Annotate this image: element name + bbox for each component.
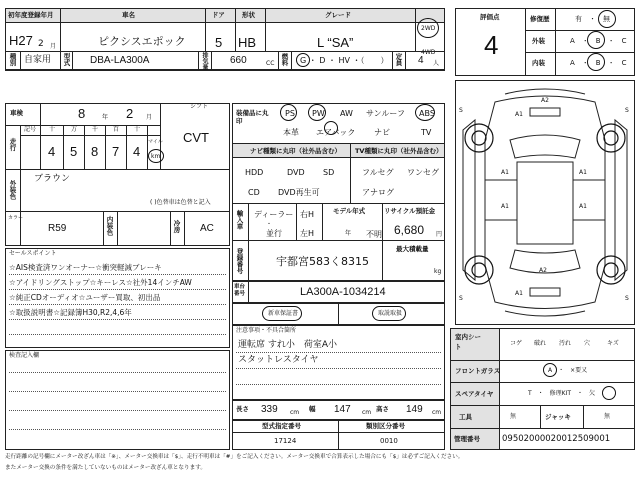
inspection-month-unit: 月 (146, 114, 153, 121)
grade-value: L “SA” (317, 35, 354, 50)
diagram-side-s3: S (459, 295, 463, 302)
history-circle (598, 10, 616, 28)
mileage-unit-mile: マイル (148, 139, 163, 145)
exterior-grade-options: A ・ B ・ C (570, 37, 627, 45)
sheet-option-0: コゲ (510, 340, 523, 347)
type-value: 自家用 (24, 55, 52, 65)
km-circle (148, 149, 164, 163)
history-options: 有 ・ 無 (575, 15, 610, 23)
type-designation-value: 17124 (274, 437, 297, 445)
score-value: 4 (484, 30, 499, 60)
grade-label: グレード (325, 11, 351, 19)
first-reg-month: 2 (38, 39, 44, 49)
capacity-unit: 人 (433, 60, 440, 67)
navi-dvd-play: DVD再生可 (278, 188, 320, 197)
mileage-digit-4: 7 (112, 144, 120, 159)
shift-value: CVT (183, 130, 209, 145)
doors-value: 5 (215, 35, 223, 50)
mileage-digit-2: 5 (70, 144, 78, 159)
displacement-value: 660 (230, 55, 247, 66)
exterior-note: ( )色替車は色替と記入 (150, 199, 211, 206)
equipment-tv: TV (421, 128, 432, 137)
inspector-box (5, 350, 230, 450)
type-designation-label: 型式指定番号 (262, 422, 301, 430)
tv-analog: アナログ (362, 188, 394, 197)
mileage-digit-3: 8 (91, 144, 99, 159)
inspection-label: 車検 (10, 109, 23, 117)
ps-circle (280, 104, 297, 121)
model-year-unknown: 不明 (366, 230, 382, 239)
footer-line-2: またメーター交換の条件を満たしていないものはメーター改ざん車となります。 (5, 465, 206, 471)
exterior-grade-label: 外装 (532, 37, 545, 45)
drive-2wd-circle (417, 18, 439, 38)
length-label: 長さ (236, 405, 249, 413)
sheet-option-1: 破れ (534, 340, 547, 347)
model-year-unit: 年 (345, 230, 352, 237)
diagram-mark-a1-6: A1 (515, 290, 523, 297)
diagram-mark-a1-4: A1 (501, 203, 509, 210)
diagram-mark-a2-bottom: A2 (539, 267, 547, 274)
shape-value: HB (238, 35, 257, 50)
front-glass-circle (543, 363, 557, 377)
tv-title: TV種類に丸印（社外品含む） (355, 147, 443, 155)
footer-line-1: 走行距離の記号欄にメーター改ざん車は「※」、メーター交換車は「$」、走行不明車は「#」をご記入ください。メーター交換車で合算表示した場合にも「$」は必ずご記入ください。 (5, 454, 464, 460)
width-unit: cm (362, 409, 372, 416)
first-reg-era: H27 (9, 33, 33, 48)
cc-unit: CC (266, 60, 275, 67)
width-label: 幅 (309, 405, 316, 413)
height-value: 149 (406, 404, 423, 415)
score-label: 評価点 (480, 13, 500, 21)
mileage-digit-label-2: 万 (71, 126, 78, 133)
equipment-ps: PS (285, 109, 295, 118)
mileage-digit-label-4: 百 (113, 126, 120, 133)
chassis-label: 車台番号 (234, 284, 246, 297)
recycle-label: リサイクル預託金 (384, 207, 436, 215)
registration-value: 宇都宮583く8315 (276, 255, 369, 268)
sheet-option-4: キズ (607, 340, 619, 347)
mileage-digit-label-0: 記号 (24, 126, 37, 133)
displacement-label: 排気量 (201, 52, 208, 70)
max-load-unit: kg (434, 268, 442, 275)
exterior-label: 外装色 (8, 180, 17, 200)
mileage-digit-5: 4 (133, 144, 141, 159)
interior-sheet-label: 室内シート (455, 333, 481, 351)
manual-circle (372, 306, 406, 321)
notes-line-1: 運転席 すれ小 荷室A小 (238, 340, 338, 350)
drive-4wd: 4WD (421, 49, 436, 56)
exterior-grade-circle (587, 31, 605, 49)
shift-label: シフト (190, 103, 209, 110)
fuel-selected-circle (296, 53, 310, 67)
sheet-option-2: 汚れ (559, 340, 572, 347)
warranty-circle (262, 306, 302, 321)
type-label: 種別 (8, 53, 17, 66)
model-year-label: モデル年式 (333, 207, 366, 215)
model-label: 型式 (62, 53, 71, 66)
car-name-value: ピクシスエポック (98, 35, 186, 48)
import-right: 右H (300, 210, 315, 219)
mileage-label: 走行 (8, 138, 17, 151)
height-unit: cm (432, 409, 442, 416)
mileage-digit-label-1: 十 (49, 126, 56, 133)
inspection-month: 2 (126, 106, 134, 121)
sales-line-3: ☆純正CDオーディオ☆ユーザー買取、初出品 (9, 293, 161, 302)
mgmt-value: 09502000020012509001 (502, 434, 611, 444)
diagram-mark-a1-2: A1 (501, 169, 509, 176)
fuel-options: G ・ D ・ HV ・（ ） (300, 56, 389, 65)
doors-label: ドア (212, 11, 225, 19)
equipment-aw: AW (340, 109, 353, 118)
length-unit: cm (290, 409, 300, 416)
sales-label: セールスポイント (9, 250, 57, 257)
ac-value: AC (200, 223, 214, 234)
sales-line-4: ☆取扱説明書☆記録簿H30,R2,4,6年 (9, 308, 132, 317)
capacity-value: 4 (418, 55, 424, 66)
height-label: 高さ (376, 405, 389, 413)
drive-2wd: 2WD (421, 25, 436, 32)
navi-title: ナビ種類に丸印（社外品含む） (250, 147, 341, 155)
inspection-year-unit: 年 (102, 114, 109, 121)
capacity-label: 定員 (394, 53, 403, 66)
front-glass-label: フロントガラス (455, 367, 501, 375)
color-code-value: R59 (48, 223, 67, 234)
abs-circle (415, 104, 435, 121)
navi-hdd: HDD (245, 168, 264, 177)
jack-label: ジャッキ (545, 413, 571, 421)
first-reg-month-unit: 月 (50, 43, 57, 50)
airbag-circle (324, 121, 338, 135)
equipment-sunroof: サンルーフ (366, 109, 405, 118)
interior-grade-options: A ・ B ・ C (570, 59, 627, 67)
model-value: DBA-LA300A (90, 55, 150, 66)
spare-label: スペアタイヤ (455, 390, 494, 398)
equipment-leather: 本革 (283, 128, 299, 137)
navi-sd: SD (323, 168, 335, 177)
equipment-airbag: エアバック (316, 128, 356, 137)
shape-label: 形状 (242, 11, 255, 19)
diagram-mark-a1-1: A1 (515, 111, 523, 118)
fuel-label: 燃料 (280, 53, 289, 66)
mileage-unit-km: km (151, 153, 161, 160)
pw-circle (308, 104, 326, 121)
import-dot1: ・ (266, 221, 273, 228)
history-label: 修復歴 (530, 15, 550, 23)
tools-value: 無 (510, 413, 517, 420)
equipment-navi: ナビ (374, 128, 390, 137)
notes-label: 注意事項・不具合箇所 (236, 327, 297, 334)
recycle-unit: 円 (436, 231, 443, 238)
car-name-label: 車名 (122, 11, 135, 19)
diagram-mark-a1-5: A1 (579, 203, 587, 210)
recycle-value: 6,680 (394, 223, 425, 237)
class-label: 類別区分番号 (366, 422, 405, 430)
car-diagram (455, 80, 635, 325)
max-load-label: 最大積載量 (396, 245, 429, 253)
sheet-option-3: 穴 (584, 340, 591, 347)
diagram-mark-a2-top: A2 (541, 97, 549, 104)
spare-circle (602, 386, 616, 400)
import-dealer: ディーラー (254, 210, 294, 219)
import-left: 左H (300, 229, 315, 238)
chassis-value: LA300A-1034214 (300, 286, 386, 298)
equipment-abs: ABS (419, 109, 435, 118)
inspector-label: 検査記入欄 (9, 352, 40, 359)
equipment-pw: PW (312, 109, 325, 118)
notes-line-2: スタットレスタイヤ (238, 355, 319, 365)
tools-label: 工具 (459, 413, 472, 421)
front-glass-value: A ・ ×要又 (548, 367, 588, 374)
first-reg-label: 初年度登録年月 (8, 11, 54, 19)
sales-line-1: ☆AIS検査済ワンオーナー☆衝突軽減ブレーキ (9, 263, 162, 272)
sales-line-2: ☆アイドリングストップ☆キーレス☆社外14インチAW (9, 278, 192, 287)
class-value: 0010 (380, 437, 398, 445)
tv-fullseg: フルセグ (362, 168, 394, 177)
mileage-digit-label-3: 千 (92, 126, 99, 133)
interior-color-label: 内装色 (105, 216, 114, 236)
width-value: 147 (334, 404, 351, 415)
navi-cd: CD (248, 188, 260, 197)
ac-label: 冷房 (172, 220, 181, 233)
mgmt-label: 管理番号 (454, 435, 480, 443)
registration-label: 登録番号 (235, 248, 244, 274)
mileage-digit-1: 4 (48, 144, 56, 159)
warranty-label: 新車保証書 (268, 310, 299, 317)
import-label: 輸入車 (235, 210, 244, 230)
interior-grade-label: 内装 (532, 59, 545, 67)
length-value: 339 (261, 404, 278, 415)
diagram-side-s2: S (625, 107, 629, 114)
color-code-label: カラー (8, 215, 24, 221)
interior-grade-circle (587, 53, 605, 71)
mileage-digit-label-5: 十 (134, 126, 141, 133)
import-parallel: 並行 (266, 229, 282, 238)
tv-oneseg: ワンセグ (407, 168, 439, 177)
diagram-mark-a1-3: A1 (579, 169, 587, 176)
diagram-side-s4: S (625, 295, 629, 302)
inspection-year: 8 (78, 106, 86, 121)
equipment-label: 装備品に丸印 (236, 109, 269, 126)
exterior-value: ブラウン (34, 174, 71, 184)
spare-value: T ・ 修理KIT ・ 欠 (528, 390, 596, 397)
navi-dvd: DVD (287, 168, 305, 177)
manual-label: 取説取扱 (378, 310, 403, 317)
diagram-side-s1: S (459, 107, 463, 114)
jack-value: 無 (604, 413, 611, 420)
